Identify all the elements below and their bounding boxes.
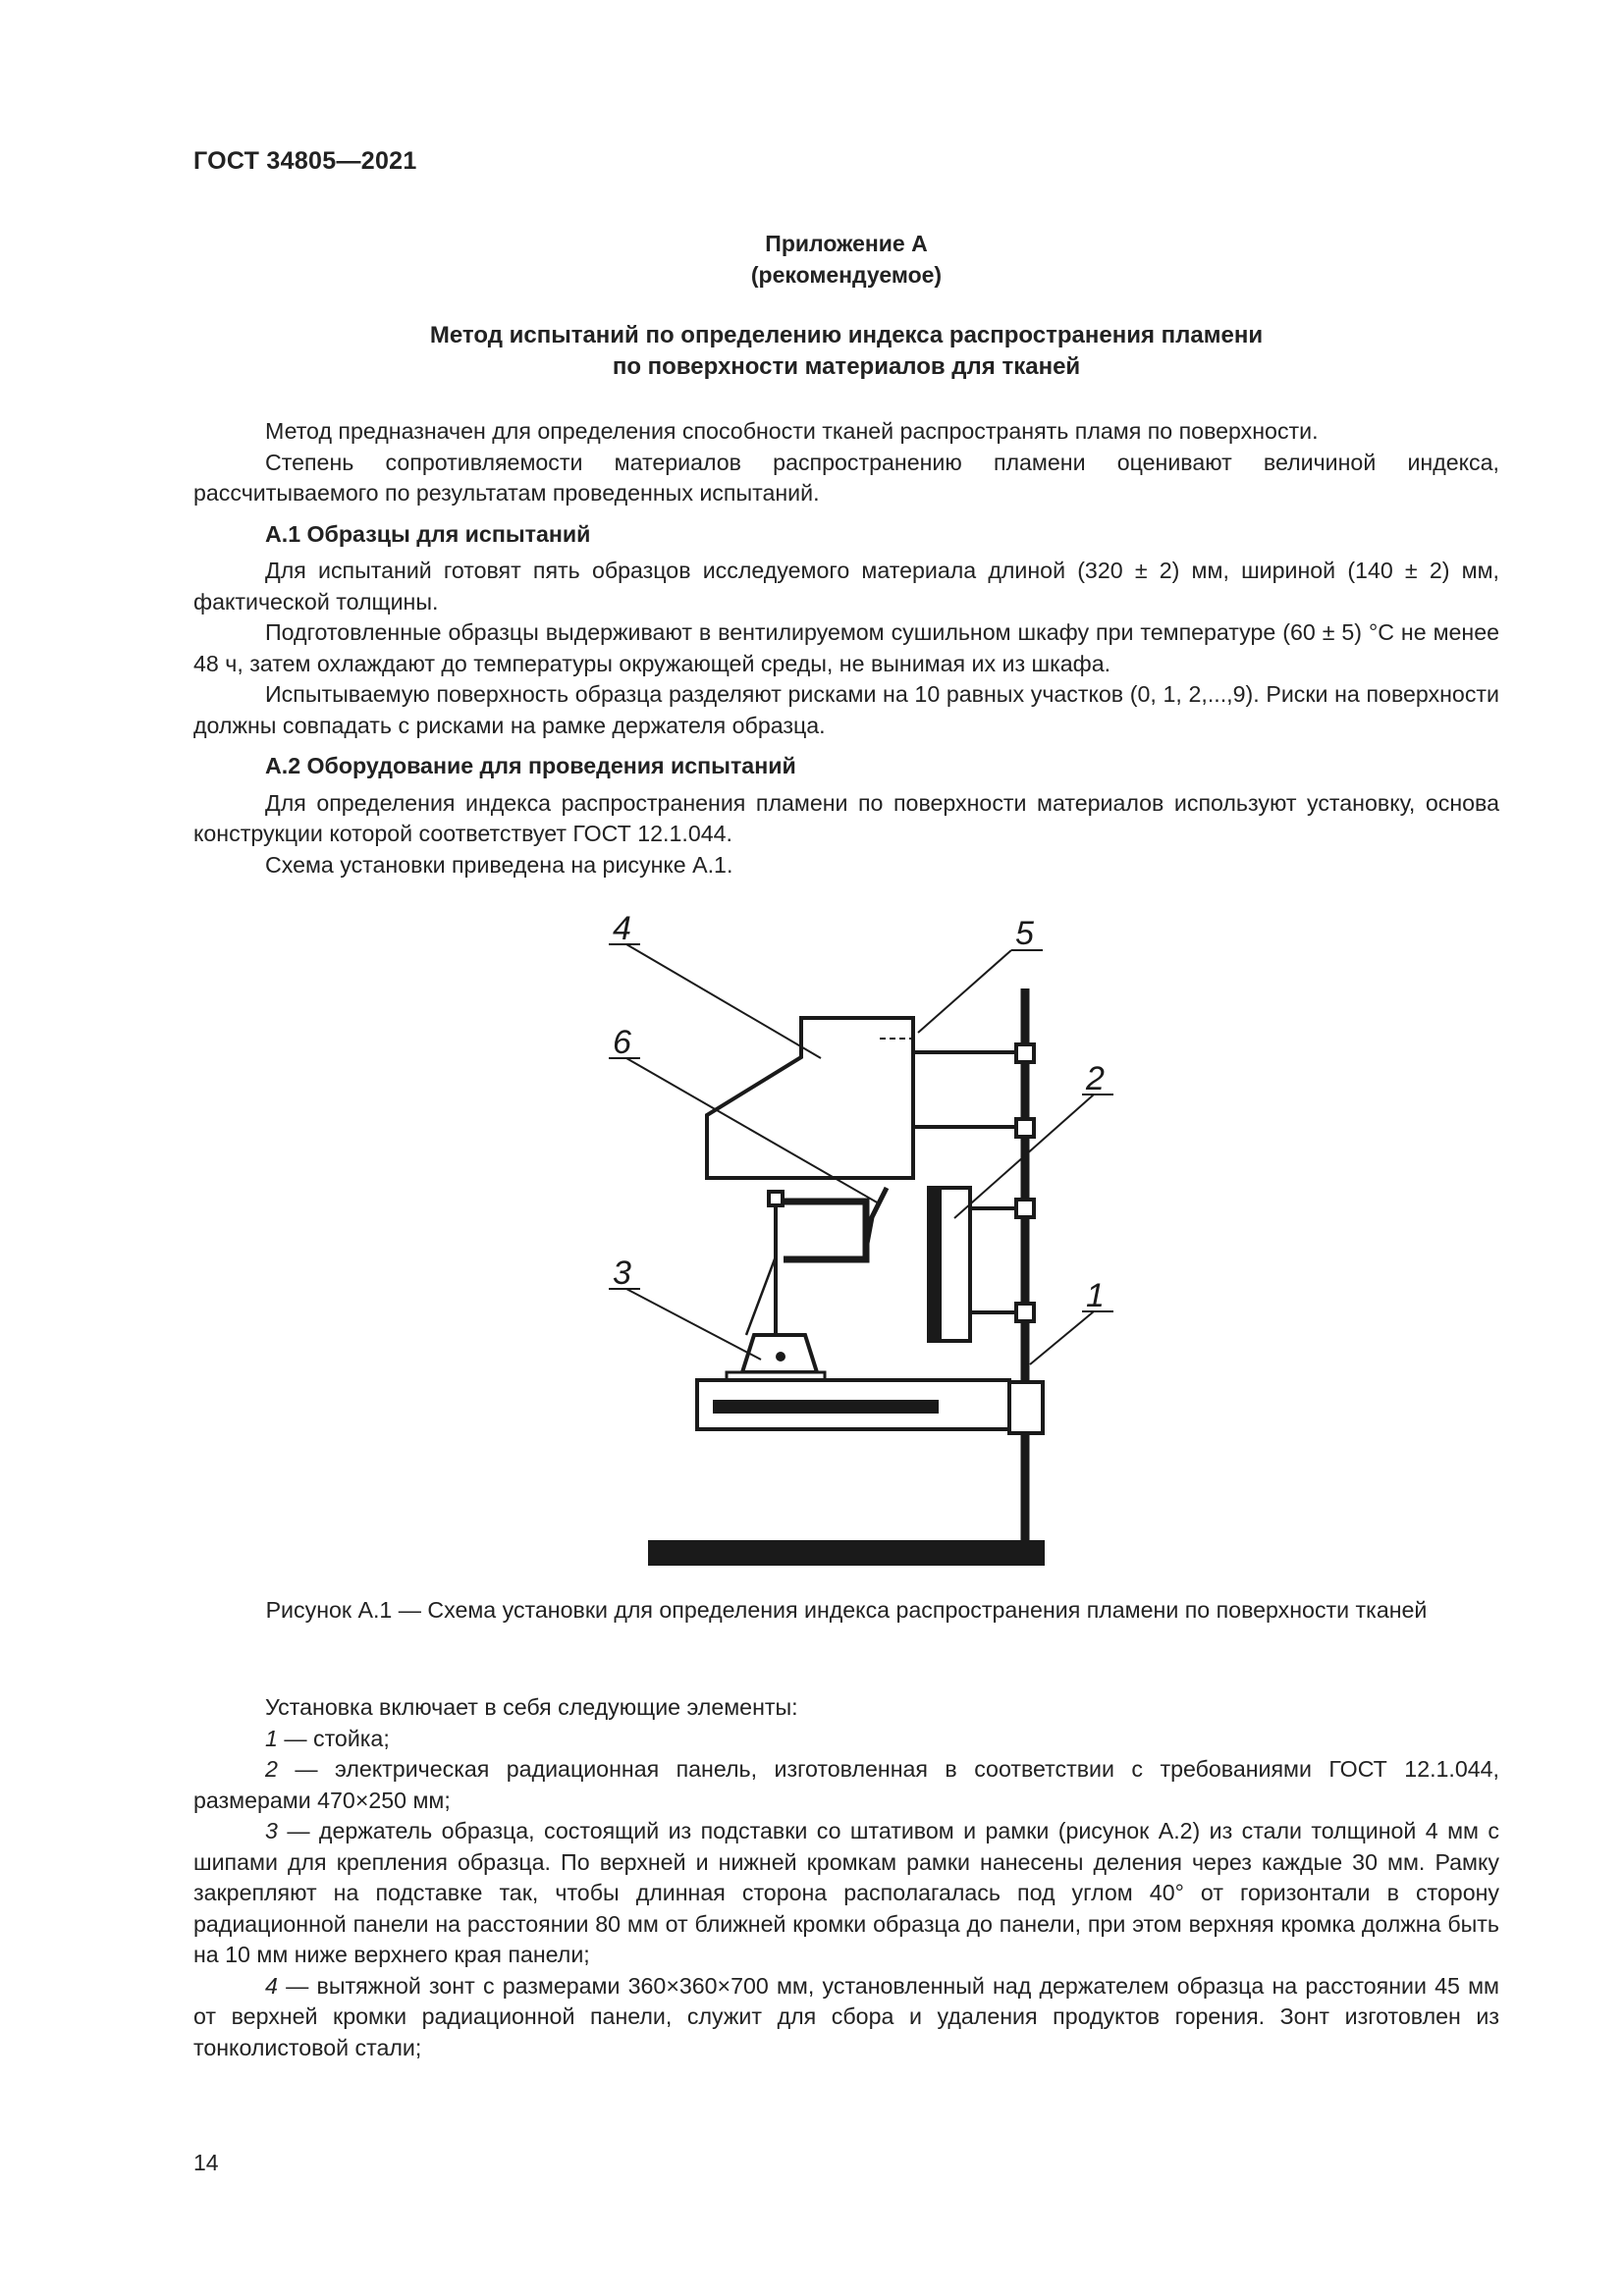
element-item-number: 2 bbox=[265, 1756, 278, 1782]
leader-line-1 bbox=[1030, 1311, 1094, 1364]
method-title-line1: Метод испытаний по определению индекса распространения пламени bbox=[429, 322, 1264, 348]
section-a2-paragraph-2: Схема установки приведена на рисунке А.1. bbox=[265, 851, 733, 878]
holder-tripod-leg bbox=[746, 1256, 776, 1335]
elements-block bbox=[193, 1692, 1499, 2063]
method-title-line2: по поверхности материалов для тканей bbox=[612, 353, 1081, 380]
element-item-text: — стойка; bbox=[277, 1725, 390, 1751]
holder-base-dot bbox=[776, 1352, 785, 1362]
base-plate bbox=[648, 1540, 1045, 1566]
section-a1-paragraph-3: Испытываемую поверхность образца разделяют рисками на 10 равных участков (0, 1, 2,...,9). Риски на поверхности должны совпадать с рисками на рамке держателя образца. bbox=[193, 681, 1499, 738]
element-item-text: — держатель образца, состоящий из подставки со штативом и рамки (рисунок А.2) из стали толщиной 4 мм с шипами для крепления образца. По верхней и нижней кромкам рамки нанесены деления через каждые 30 мм. Рамку закрепляют на подставке так, чтобы длинная сторона располагалась под углом 40° от горизонтали в сторону радиационной панели на расстоянии 80 мм от ближней кромки образца до панели, при этом верхняя кромка должна быть на 10 мм ниже верхнего края панели; bbox=[193, 1818, 1499, 1967]
element-item-2 bbox=[193, 1754, 1499, 1816]
clamp-2 bbox=[1016, 1119, 1034, 1137]
label-5: 5 bbox=[1015, 915, 1034, 952]
element-item-text: — вытяжной зонт с размерами 360×360×700 мм, установленный над держателем образца на расстоянии 45 мм от верхней кромки радиационной панели, служит для сбора и удаления продуктов горения. Зонт изготовлен из тонколистовой стали; bbox=[193, 1972, 1499, 2060]
page-number: 14 bbox=[193, 2150, 219, 2175]
element-item-text: — электрическая радиационная панель, изготовленная в соответствии с требованиями ГОСТ 12.1.044, размерами 470×250 мм; bbox=[193, 1756, 1499, 1813]
section-a1-title: А.1 Образцы для испытаний bbox=[265, 520, 591, 547]
label-4: 4 bbox=[613, 910, 631, 947]
element-item-3 bbox=[193, 1816, 1499, 1971]
label-6: 6 bbox=[613, 1024, 631, 1061]
label-2: 2 bbox=[1086, 1060, 1105, 1097]
elements-intro: Установка включает в себя следующие элементы: bbox=[265, 1694, 798, 1720]
intro-paragraph-2: Степень сопротивляемости материалов распространению пламени оценивают величиной индекса, рассчитываемого по результатам проведенных испытаний. bbox=[193, 449, 1499, 506]
appendix-title: Приложение А bbox=[765, 231, 928, 256]
holder-frame bbox=[783, 1201, 866, 1259]
label-3: 3 bbox=[613, 1255, 631, 1292]
section-a1-paragraph-1: Для испытаний готовят пять образцов исследуемого материала длиной (320 ± 2) мм, шириной (140 ± 2) мм, фактической толщины. bbox=[193, 558, 1499, 614]
radiation-panel-face bbox=[929, 1188, 942, 1341]
hood bbox=[707, 1018, 913, 1178]
leader-line-4 bbox=[626, 944, 821, 1058]
intro-paragraph-1: Метод предназначен для определения способности тканей распространять пламя по поверхности. bbox=[265, 418, 1319, 444]
element-item-4 bbox=[193, 1971, 1499, 2064]
carriage-clamp bbox=[1009, 1382, 1043, 1433]
element-item-number: 3 bbox=[265, 1818, 278, 1843]
carriage-rail-slot bbox=[713, 1400, 939, 1414]
leader-line-5 bbox=[918, 950, 1011, 1033]
element-item-number: 4 bbox=[265, 1972, 278, 1999]
leader-line-3 bbox=[626, 1289, 761, 1360]
section-a2-title: А.2 Оборудование для проведения испытаний bbox=[265, 753, 796, 778]
section-a1-paragraph-2: Подготовленные образцы выдерживают в вентилируемом сушильном шкафу при температуре (60 ± 5) °С не менее 48 ч, затем охлаждают до температуры окружающей среды, не вынимая их из шкафа. bbox=[193, 619, 1499, 676]
clamp-4 bbox=[1016, 1304, 1034, 1321]
document-code: ГОСТ 34805—2021 bbox=[193, 147, 417, 175]
clamp-3 bbox=[1016, 1200, 1034, 1217]
element-item-1 bbox=[193, 1724, 1499, 1755]
section-a2-paragraph-1: Для определения индекса распространения пламени по поверхности материалов используют установку, основа конструкции которой соответствует ГОСТ 12.1.044. bbox=[193, 789, 1499, 846]
label-1: 1 bbox=[1086, 1277, 1105, 1314]
appendix-status: (рекомендуемое) bbox=[750, 262, 943, 288]
element-item-number: 1 bbox=[265, 1725, 278, 1751]
clamp-1 bbox=[1016, 1044, 1034, 1062]
figure-caption: Рисунок А.1 — Схема установки для определения индекса распространения пламени по поверхности тканей bbox=[265, 1597, 1428, 1623]
leader-line-6 bbox=[626, 1058, 879, 1203]
holder-top-block bbox=[769, 1192, 783, 1205]
